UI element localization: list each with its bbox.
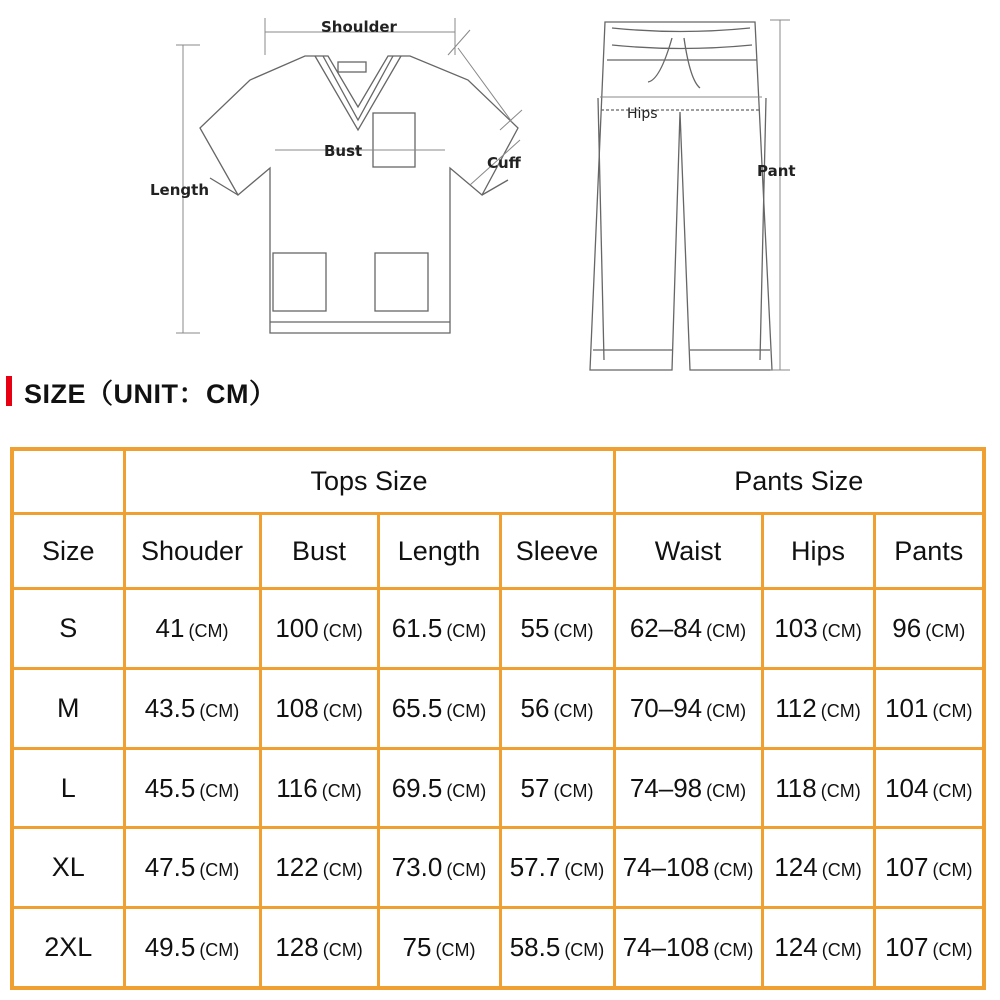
column-header-bust: Bust [260, 514, 378, 589]
measurement-cell [500, 668, 614, 748]
unit-label: (CM) [821, 940, 862, 961]
pants-illustration [590, 22, 772, 370]
unit-label: (CM) [713, 940, 754, 961]
measurement-value: 73.0 [391, 852, 443, 883]
measurement-value: 69.5 [391, 772, 443, 803]
measurement-cell [378, 908, 500, 988]
top-measure-lines [176, 18, 522, 333]
measurement-value: 56 [520, 692, 550, 723]
unit-label: (CM) [820, 700, 861, 721]
unit-label: (CM) [199, 700, 240, 721]
column-header-pants: Pants [874, 514, 984, 589]
measurement-cell [762, 589, 874, 669]
measurement-value: 74–108 [622, 852, 710, 883]
column-header-size: Size [12, 514, 124, 589]
unit-label: (CM) [553, 700, 594, 721]
size-heading-text: SIZE（UNIT：CM） [24, 378, 277, 409]
measurement-value: 107 [885, 852, 929, 883]
measurement-value: 70–94 [629, 692, 703, 723]
measurement-value: 74–98 [629, 772, 703, 803]
measurement-cell [500, 828, 614, 908]
measurement-cell [500, 589, 614, 669]
measurement-value: 108 [275, 692, 319, 723]
measurement-cell [874, 589, 984, 669]
measurement-cell [874, 828, 984, 908]
unit-label: (CM) [199, 860, 240, 881]
scrub-top-illustration [200, 56, 518, 333]
unit-label: (CM) [553, 620, 594, 641]
measurement-cell [614, 589, 762, 669]
unit-label: (CM) [553, 780, 594, 801]
unit-label: (CM) [925, 620, 966, 641]
unit-label: (CM) [820, 780, 861, 801]
column-header-row [12, 514, 984, 589]
size-cell: M [12, 668, 124, 748]
measurement-cell [500, 748, 614, 828]
measurement-value: 124 [774, 932, 818, 963]
unit-label: (CM) [322, 700, 363, 721]
measurement-cell [124, 589, 260, 669]
group-header-row [12, 449, 984, 514]
measurement-diagram [0, 0, 1000, 375]
table-row [12, 908, 984, 988]
column-header-waist: Waist [614, 514, 762, 589]
measurement-value: 45.5 [144, 772, 196, 803]
size-chart-table [10, 447, 986, 990]
measurement-value: 58.5 [509, 932, 561, 963]
label-cuff: Cuff [487, 154, 521, 172]
label-pant: Pant [757, 162, 796, 180]
column-header-length: Length [378, 514, 500, 589]
measurement-cell [614, 908, 762, 988]
measurement-value: 57 [520, 772, 550, 803]
table-row [12, 668, 984, 748]
table-row [12, 828, 984, 908]
measurement-value: 103 [774, 612, 818, 643]
unit-label: (CM) [821, 860, 862, 881]
measurement-value: 43.5 [144, 692, 196, 723]
measurement-value: 100 [275, 612, 319, 643]
tops-size-header: Tops Size [124, 449, 614, 514]
corner-cell [12, 449, 124, 514]
unit-label: (CM) [932, 700, 973, 721]
measurement-cell [260, 748, 378, 828]
measurement-cell [124, 828, 260, 908]
unit-label: (CM) [564, 940, 605, 961]
unit-label: (CM) [713, 860, 754, 881]
measurement-value: 122 [275, 852, 319, 883]
measurement-cell [378, 668, 500, 748]
unit-label: (CM) [322, 940, 363, 961]
measurement-value: 104 [885, 772, 929, 803]
column-header-shouder: Shouder [124, 514, 260, 589]
label-shoulder: Shoulder [321, 18, 397, 36]
label-bust: Bust [324, 142, 363, 160]
measurement-cell [260, 908, 378, 988]
measurement-cell [762, 828, 874, 908]
measurement-cell [260, 589, 378, 669]
measurement-cell [260, 668, 378, 748]
measurement-cell [762, 908, 874, 988]
measurement-cell [260, 828, 378, 908]
unit-label: (CM) [706, 700, 747, 721]
measurement-cell [378, 748, 500, 828]
unit-label: (CM) [446, 860, 487, 881]
size-heading [6, 374, 277, 408]
unit-label: (CM) [322, 620, 363, 641]
unit-label: (CM) [199, 940, 240, 961]
measurement-cell [378, 589, 500, 669]
measurement-value: 47.5 [144, 852, 196, 883]
measurement-value: 75 [402, 932, 432, 963]
measurement-cell [124, 748, 260, 828]
measurement-cell [874, 748, 984, 828]
measurement-value: 96 [892, 612, 922, 643]
measurement-value: 62–84 [629, 612, 703, 643]
column-header-sleeve: Sleeve [500, 514, 614, 589]
measurement-cell [614, 668, 762, 748]
unit-label: (CM) [706, 780, 747, 801]
measurement-cell [124, 668, 260, 748]
measurement-value: 74–108 [622, 932, 710, 963]
measurement-value: 49.5 [144, 932, 196, 963]
measurement-cell [762, 668, 874, 748]
label-hips: Hips [627, 106, 658, 122]
measurement-cell [614, 748, 762, 828]
measurement-value: 101 [885, 692, 929, 723]
measurement-cell [874, 908, 984, 988]
measurement-cell [500, 908, 614, 988]
measurement-value: 124 [774, 852, 818, 883]
unit-label: (CM) [199, 780, 240, 801]
heading-accent-bar [6, 376, 12, 406]
unit-label: (CM) [932, 940, 973, 961]
unit-label: (CM) [932, 860, 973, 881]
measurement-value: 116 [276, 772, 318, 803]
measurement-value: 107 [885, 932, 929, 963]
measurement-value: 55 [520, 612, 550, 643]
measurement-cell [874, 668, 984, 748]
unit-label: (CM) [435, 940, 476, 961]
measurement-value: 61.5 [391, 612, 443, 643]
size-cell: XL [12, 828, 124, 908]
unit-label: (CM) [932, 780, 973, 801]
table-row [12, 748, 984, 828]
unit-label: (CM) [564, 860, 605, 881]
unit-label: (CM) [446, 780, 487, 801]
unit-label: (CM) [821, 620, 862, 641]
measurement-value: 57.7 [509, 852, 561, 883]
label-length: Length [150, 181, 209, 199]
measurement-cell [762, 748, 874, 828]
table-row [12, 589, 984, 669]
measurement-value: 128 [275, 932, 319, 963]
measurement-value: 41 [155, 612, 185, 643]
size-cell: L [12, 748, 124, 828]
unit-label: (CM) [322, 860, 363, 881]
unit-label: (CM) [706, 620, 747, 641]
unit-label: (CM) [446, 700, 487, 721]
measurement-cell [378, 828, 500, 908]
unit-label: (CM) [188, 620, 229, 641]
unit-label: (CM) [321, 780, 362, 801]
measurement-value: 112 [775, 692, 817, 723]
measurement-cell [124, 908, 260, 988]
measurement-cell [614, 828, 762, 908]
pants-size-header: Pants Size [614, 449, 984, 514]
measurement-value: 65.5 [391, 692, 443, 723]
column-header-hips: Hips [762, 514, 874, 589]
size-cell: S [12, 589, 124, 669]
unit-label: (CM) [446, 620, 487, 641]
measurement-value: 118 [775, 772, 817, 803]
size-cell: 2XL [12, 908, 124, 988]
